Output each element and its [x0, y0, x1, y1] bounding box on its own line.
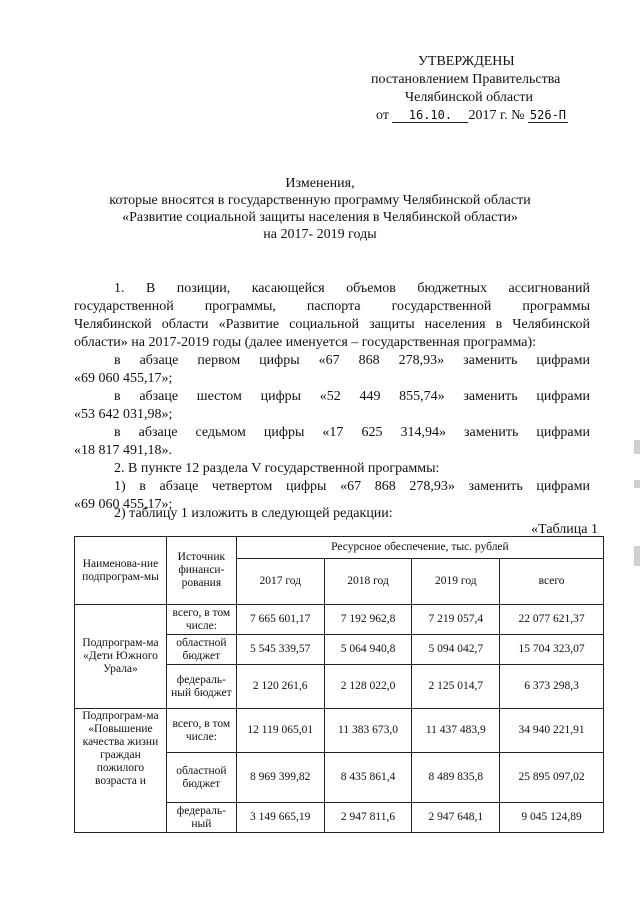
source-cell: федераль-ный бюджет: [166, 665, 236, 709]
scan-edge-mark: [634, 440, 640, 454]
document-title: [0, 175, 640, 243]
value-cell: 2 947 648,1: [412, 803, 500, 833]
paragraph-4: [74, 424, 590, 460]
approval-line-2: постановлением Правительства: [371, 72, 561, 87]
approval-prefix: от: [376, 108, 389, 123]
paragraph-line: 2. В пункте 12 раздела V государственной программы:: [114, 461, 440, 476]
paragraph-line: «53 642 031,98»;: [74, 407, 173, 422]
value-cell: 2 947 811,6: [324, 803, 412, 833]
approval-year: 2017 г. №: [468, 108, 525, 123]
title-line-4: на 2017- 2019 годы: [263, 227, 377, 242]
header-2017: 2017 год: [236, 559, 324, 605]
paragraph-2: [74, 352, 590, 388]
value-cell: 9 045 124,89: [500, 803, 604, 833]
paragraph-line: области» на 2017-2019 годы (далее именуется – государственная программа):: [74, 335, 537, 350]
title-line-2: которые вносятся в государственную программу Челябинской области: [109, 193, 531, 208]
paragraph-line: в абзаце первом цифры «67 868 278,93» заменить цифрами: [114, 353, 590, 368]
subprogram-name: Подпрограм-ма «Дети Южного Урала»: [75, 605, 167, 709]
title-line-1: Изменения,: [285, 176, 355, 191]
source-cell: федераль-ный: [166, 803, 236, 833]
paragraph-line: 1. В позиции, касающейся объемов бюджетных ассигнований: [114, 281, 590, 296]
table-header-row: [75, 537, 604, 559]
paragraph-line: государственной программы, паспорта государственной программы: [74, 299, 590, 314]
value-cell: 2 120 261,6: [236, 665, 324, 709]
value-cell: 34 940 221,91: [500, 709, 604, 753]
header-2018: 2018 год: [324, 559, 412, 605]
paragraph-line: в абзаце шестом цифры «52 449 855,74» заменить цифрами: [114, 389, 590, 404]
value-cell: 2 128 022,0: [324, 665, 412, 709]
header-source: Источник финанси-рования: [166, 537, 236, 605]
value-cell: 7 219 057,4: [412, 605, 500, 635]
value-cell: 11 383 673,0: [324, 709, 412, 753]
approval-title: УТВЕРЖДЕНЫ: [418, 54, 515, 69]
paragraph-line: «69 060 455,17»;: [74, 497, 173, 512]
approval-date: 16.10.: [392, 108, 468, 123]
value-cell: 7 665 601,17: [236, 605, 324, 635]
value-cell: 11 437 483,9: [412, 709, 500, 753]
paragraph-line: в абзаце седьмом цифры «17 625 314,94» заменить цифрами: [114, 425, 590, 440]
value-cell: 22 077 621,37: [500, 605, 604, 635]
source-cell: всего, в том числе:: [166, 605, 236, 635]
value-cell: 8 969 399,82: [236, 753, 324, 803]
header-subprogram: Наименова-ние подпрограм-мы: [75, 537, 167, 605]
table-caption: «Таблица 1: [531, 522, 598, 537]
paragraph-line: Челябинской области «Развитие социальной защиты населения в Челябинской: [74, 317, 590, 332]
subprogram-name: Подпрограм-ма «Повышение качества жизни граждан пожилого возраста и: [75, 709, 167, 833]
value-cell: 2 125 014,7: [412, 665, 500, 709]
header-2019: 2019 год: [412, 559, 500, 605]
title-line-3: «Развитие социальной защиты населения в Челябинской области»: [122, 210, 518, 225]
value-cell: 15 704 323,07: [500, 635, 604, 665]
paragraph-line: «18 817 491,18».: [74, 443, 172, 458]
approval-line-3: Челябинской области: [405, 90, 533, 105]
value-cell: 8 489 835,8: [412, 753, 500, 803]
source-cell: областной бюджет: [166, 635, 236, 665]
header-resources: Ресурсное обеспечение, тыс. рублей: [236, 537, 603, 559]
table-row: [75, 605, 604, 635]
resource-table: [74, 536, 604, 833]
paragraph-1: [74, 280, 590, 352]
value-cell: 12 119 065,01: [236, 709, 324, 753]
value-cell: 5 094 042,7: [412, 635, 500, 665]
paragraph-line: 2) таблицу 1 изложить в следующей редакции:: [114, 506, 393, 521]
header-total: всего: [500, 559, 604, 605]
value-cell: 25 895 097,02: [500, 753, 604, 803]
value-cell: 7 192 962,8: [324, 605, 412, 635]
paragraph-3: [74, 388, 590, 424]
value-cell: 6 373 298,3: [500, 665, 604, 709]
paragraph-5: [74, 460, 590, 478]
approval-date-line: [376, 108, 568, 124]
value-cell: 5 064 940,8: [324, 635, 412, 665]
source-cell: областной бюджет: [166, 753, 236, 803]
value-cell: 3 149 665,19: [236, 803, 324, 833]
source-cell: всего, в том числе:: [166, 709, 236, 753]
approval-number: 526-П: [529, 108, 567, 122]
table-row: [75, 709, 604, 753]
scan-edge-mark: [634, 546, 640, 566]
value-cell: 5 545 339,57: [236, 635, 324, 665]
value-cell: 8 435 861,4: [324, 753, 412, 803]
scan-edge-mark: [634, 480, 640, 488]
paragraph-7: [74, 505, 590, 523]
paragraph-line: «69 060 455,17»;: [74, 371, 173, 386]
paragraph-line: 1) в абзаце четвертом цифры «67 868 278,93» заменить цифрами: [114, 479, 590, 494]
approval-block: [0, 0, 640, 140]
